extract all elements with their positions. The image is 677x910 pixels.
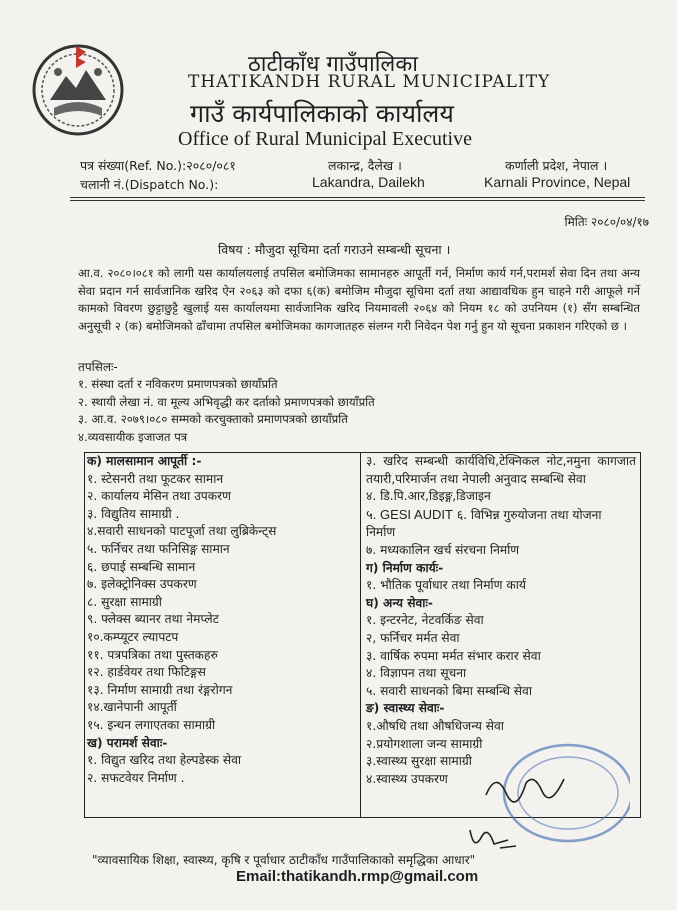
table-cell: ७. मध्यकालिन खर्च संरचना निर्माण <box>366 542 520 557</box>
table-cell: १४.खानेपानी आपूर्ती <box>87 700 177 715</box>
municipality-name-ne: ठाटीकाँध गाउँपालिका <box>248 52 418 77</box>
table-cell: ३. विद्युतिय सामाग्री . <box>87 506 180 521</box>
table-cell <box>366 506 636 525</box>
table-cell: ९. फ्लेक्स ब्यानर तथा नेमप्लेट <box>87 612 219 627</box>
table-section-heading: ख) परामर्श सेवाः- <box>87 735 168 750</box>
list-item: ३. आ.व. २०७९।०८० सम्मको करचुक्ताको प्रमाणपत्रको छायाँप्रति <box>78 412 348 426</box>
list-item: १. संस्था दर्ता र नविकरण प्रमाणपत्रको छायाँप्रति <box>78 377 278 391</box>
table-cell: ४.सवारी साधनको पाटपूर्जा तथा लुब्रिकेन्ट्स <box>87 524 277 539</box>
header-divider <box>70 197 645 198</box>
table-cell: ४. डि.पि.आर,डिइङ्ग,डिजाइन <box>366 489 491 504</box>
tapsil-title: तपसिलः- <box>78 360 118 374</box>
notice-subject: विषय : मौजुदा सूचिमा दर्ता गराउने सम्बन्धी सूचना । <box>218 242 451 257</box>
table-cell: ३. खरिद सम्बन्धी कार्यविधि,टेक्निकल नोट,नमुना कागजात तयारी,परिमार्जन तथा नेपाली अनुवाद सम्बन्धि सेवा <box>366 454 636 486</box>
tapsil-list <box>78 376 375 446</box>
table-section-heading: घ) अन्य सेवाः- <box>366 595 433 610</box>
table-cell: ७. इलेक्ट्रोनिक्स उपकरण <box>87 577 197 592</box>
table-cell: निर्माण <box>366 525 396 540</box>
table-cell: ५. फर्निचर तथा फनिसिङ्ग सामान <box>87 541 230 556</box>
municipality-name-en: THATIKANDH RURAL MUNICIPALITY <box>188 72 551 92</box>
table-cell: २. सफटवेयर निर्माण . <box>87 770 185 785</box>
list-item: २. स्थायी लेखा नं. वा मूल्य अभिवृद्धी कर दर्ताको प्रमाणपत्रको छायाँप्रति <box>78 394 375 409</box>
table-cell: ३.स्वास्थ्य सुरक्षा सामाग्री <box>366 754 472 769</box>
table-cell: १. स्टेसनरी तथा फूटकर सामान <box>87 471 224 486</box>
province-ne: कर्णाली प्रदेश, नेपाल । <box>505 158 608 173</box>
table-cell: ३. वार्षिक रुपमा मर्मत संभार करार सेवा <box>366 648 541 663</box>
header-divider-2 <box>70 200 645 201</box>
table-cell: ५. सवारी साधनको बिमा सम्बन्धि सेवा <box>366 683 532 698</box>
table-cell: ६. छपाई सम्बन्धि सामान <box>87 559 196 574</box>
table-cell: २.प्रयोगशाला जन्य सामाग्री <box>366 736 483 751</box>
table-cell: ४. विज्ञापन तथा सूचना <box>366 666 467 681</box>
location-en: Lakandra, Dailekh <box>312 174 425 190</box>
table-cell: ८. सुरक्षा सामाग्री <box>87 594 162 609</box>
dispatch-number: चलानी नं.(Dispatch No.): <box>80 177 219 192</box>
table-cell: २, फर्निचर मर्मत सेवा <box>366 630 460 645</box>
ref-number: पत्र संख्या(Ref. No.):२०८०/०८१ <box>80 158 236 173</box>
table-section-heading: क) मालसामान आपूर्ती :- <box>87 454 202 468</box>
table-cell: १.औषधि तथा औषधिजन्य सेवा <box>366 718 504 733</box>
table-cell-text: ६. विभिन्न गुरुयोजना तथा योजना <box>452 507 602 522</box>
gesi-label: ५. GESI AUDIT <box>366 506 453 522</box>
signature <box>482 765 572 805</box>
table-cell: १. भौतिक पूर्वाधार तथा निर्माण कार्य <box>366 578 526 593</box>
province-en: Karnali Province, Nepal <box>484 174 631 190</box>
footer-slogan: "व्यावसायिक शिक्षा, स्वास्थ्य, कृषि र पूर्वाधार ठाटीकाँध गाउँपालिकाको समृद्धिका आधार" <box>92 853 476 867</box>
table-cell: १०.कम्प्यूटर ल्यापटप <box>87 629 179 644</box>
notice-date: मितिः २०८०/०४/१७ <box>564 215 649 229</box>
table-cell: १५. इन्धन लगाएतका सामाग्री <box>87 717 216 732</box>
list-item: ४.व्यवसायीक इजाजत पत्र <box>78 429 188 444</box>
table-cell: ४.स्वास्थ्य उपकरण <box>366 771 448 786</box>
table-cell: १. इन्टरनेट, नेटवर्किङ सेवा <box>366 613 484 628</box>
table-section-heading: ग) निर्माण कार्यः- <box>366 560 444 575</box>
table-cell: ११. पत्रपत्रिका तथा पुस्तकहरु <box>87 647 218 662</box>
table-column-divider <box>360 453 361 817</box>
office-name-en: Office of Rural Municipal Executive <box>178 128 472 150</box>
nepal-emblem-logo <box>28 38 128 138</box>
table-cell: १२. हार्डवेयर तथा फिटिङ्गस <box>87 665 206 680</box>
table-cell: १३. निर्माण सामाग्री तथा रंङ्गरोगन <box>87 682 233 697</box>
notice-body: आ.व. २०८०।०८१ को लागी यस कार्यालयलाई तपसिल बमोजिमका सामानहरु आपूर्ती गर्न, निर्माण कार्य गर्न,परामर्श सेवा दिन तथा अन्य सेवा प्रदान गर्न सार्वजानिक खरिद ऐन २०६३ को दफा ६(क) बमोजिम मौजुदा सूचिमा दर्ता तथा आद्यावधिक हुन चाहने गरी आफूले गर्ने कामको विवरण छुट्टाछुट्टै खुलाई यस कार्यालयमा सार्वजानिक खरिद नियमावली २०६४ को नियम १८ को उपनियम (१) सँग सम्बन्धित अनुसूची २ (क) बमोजिमको ढाँचामा तपसिल बमोजिमका कागजातहरु संलग्न गरी निवेदन पेश गर्नु हुन यो सूचना प्रकाशन गरिएको छ । <box>78 266 640 333</box>
table-cell: २. कार्यालय मेसिन तथा उपकरण <box>87 489 231 504</box>
table-cell: १. विद्युत खरिद तथा हेल्पडेस्क सेवा <box>87 753 242 768</box>
table-left-column <box>87 453 357 787</box>
table-section-heading: ङ) स्वास्थ्य सेवाः- <box>366 701 445 716</box>
location-ne: लकान्द्र, दैलेख । <box>328 158 402 173</box>
office-name-ne: गाउँ कार्यपालिकाको कार्यालय <box>190 99 454 128</box>
footer-email: Email:thatikandh.rmp@gmail.com <box>236 868 479 885</box>
